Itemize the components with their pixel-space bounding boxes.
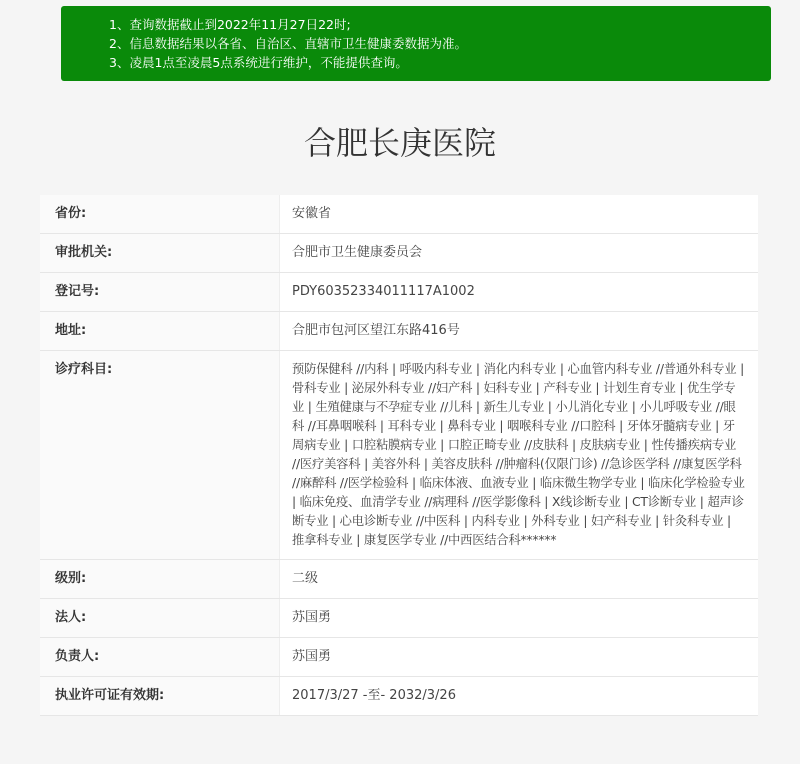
field-label: 法人:	[40, 599, 280, 637]
field-label: 执业许可证有效期:	[40, 677, 280, 715]
notice-line: 1、查询数据截止到2022年11月27日22时;	[109, 17, 351, 32]
row-license-validity	[40, 677, 758, 716]
field-value: 苏国勇	[292, 610, 332, 625]
row-address	[40, 312, 758, 351]
page-title: 合肥长庚医院	[303, 124, 496, 162]
row-departments	[40, 351, 758, 560]
row-principal	[40, 638, 758, 677]
field-value: 安徽省	[292, 206, 332, 221]
field-value: 合肥市包河区望江东路416号	[292, 323, 460, 338]
field-value: 合肥市卫生健康委员会	[292, 245, 423, 260]
field-label: 地址:	[40, 312, 280, 350]
notice-line: 2、信息数据结果以各省、自治区、直辖市卫生健康委数据为准。	[109, 36, 467, 51]
field-label: 登记号:	[40, 273, 280, 311]
notice-banner	[61, 6, 771, 81]
field-label: 诊疗科目:	[40, 351, 280, 559]
row-province	[40, 195, 758, 234]
field-label: 负责人:	[40, 638, 280, 676]
field-value: 二级	[292, 571, 319, 586]
hospital-info-table	[40, 195, 758, 716]
field-value: 2017/3/27 -至- 2032/3/26	[292, 688, 456, 703]
field-value: 苏国勇	[292, 649, 332, 664]
field-label: 审批机关:	[40, 234, 280, 272]
field-label: 省份:	[40, 195, 280, 233]
row-level	[40, 560, 758, 599]
notice-line: 3、凌晨1点至凌晨5点系统进行维护，不能提供查询。	[109, 55, 408, 70]
field-label: 级别:	[40, 560, 280, 598]
row-approval-authority	[40, 234, 758, 273]
field-value: PDY60352334011117A1002	[292, 284, 475, 299]
row-registration-number	[40, 273, 758, 312]
row-legal-person	[40, 599, 758, 638]
field-value: 预防保健科 //内科 | 呼吸内科专业 | 消化内科专业 | 心血管内科专业 //普通外科专业 | 骨科专业 | 泌尿外科专业 //妇产科 | 妇科专业 | 产科专业 | 计划生育专业 | 优生学专业 | 生殖健康与不孕症专业 //儿科 | 新生儿专业 | 小儿消化专业 | 小儿呼吸专业 //眼科 //耳鼻咽喉科 | 耳科专业 | 鼻科专业 | 咽喉科专业 //口腔科 | 牙体牙髓病专业 | 牙周病专业 | 口腔粘膜病专业 | 口腔正畸专业 //皮肤科 | 皮肤病专业 | 性传播疾病专业 //医疗美容科 | 美容外科 | 美容皮肤科 //肿瘤科(仅限门诊) //急诊医学科 //康复医学科 //麻醉科 //医学检验科 | 临床体液、血液专业 | 临床微生物学专业 | 临床化学检验专业 | 临床免疫、血清学专业 //病理科 //医学影像科 | X线诊断专业 | CT诊断专业 | 超声诊断专业 | 心电诊断专业 //中医科 | 内科专业 | 外科专业 | 妇产科专业 | 针灸科专业 | 推拿科专业 | 康复医学专业 //中西医结合科******	[292, 362, 745, 547]
